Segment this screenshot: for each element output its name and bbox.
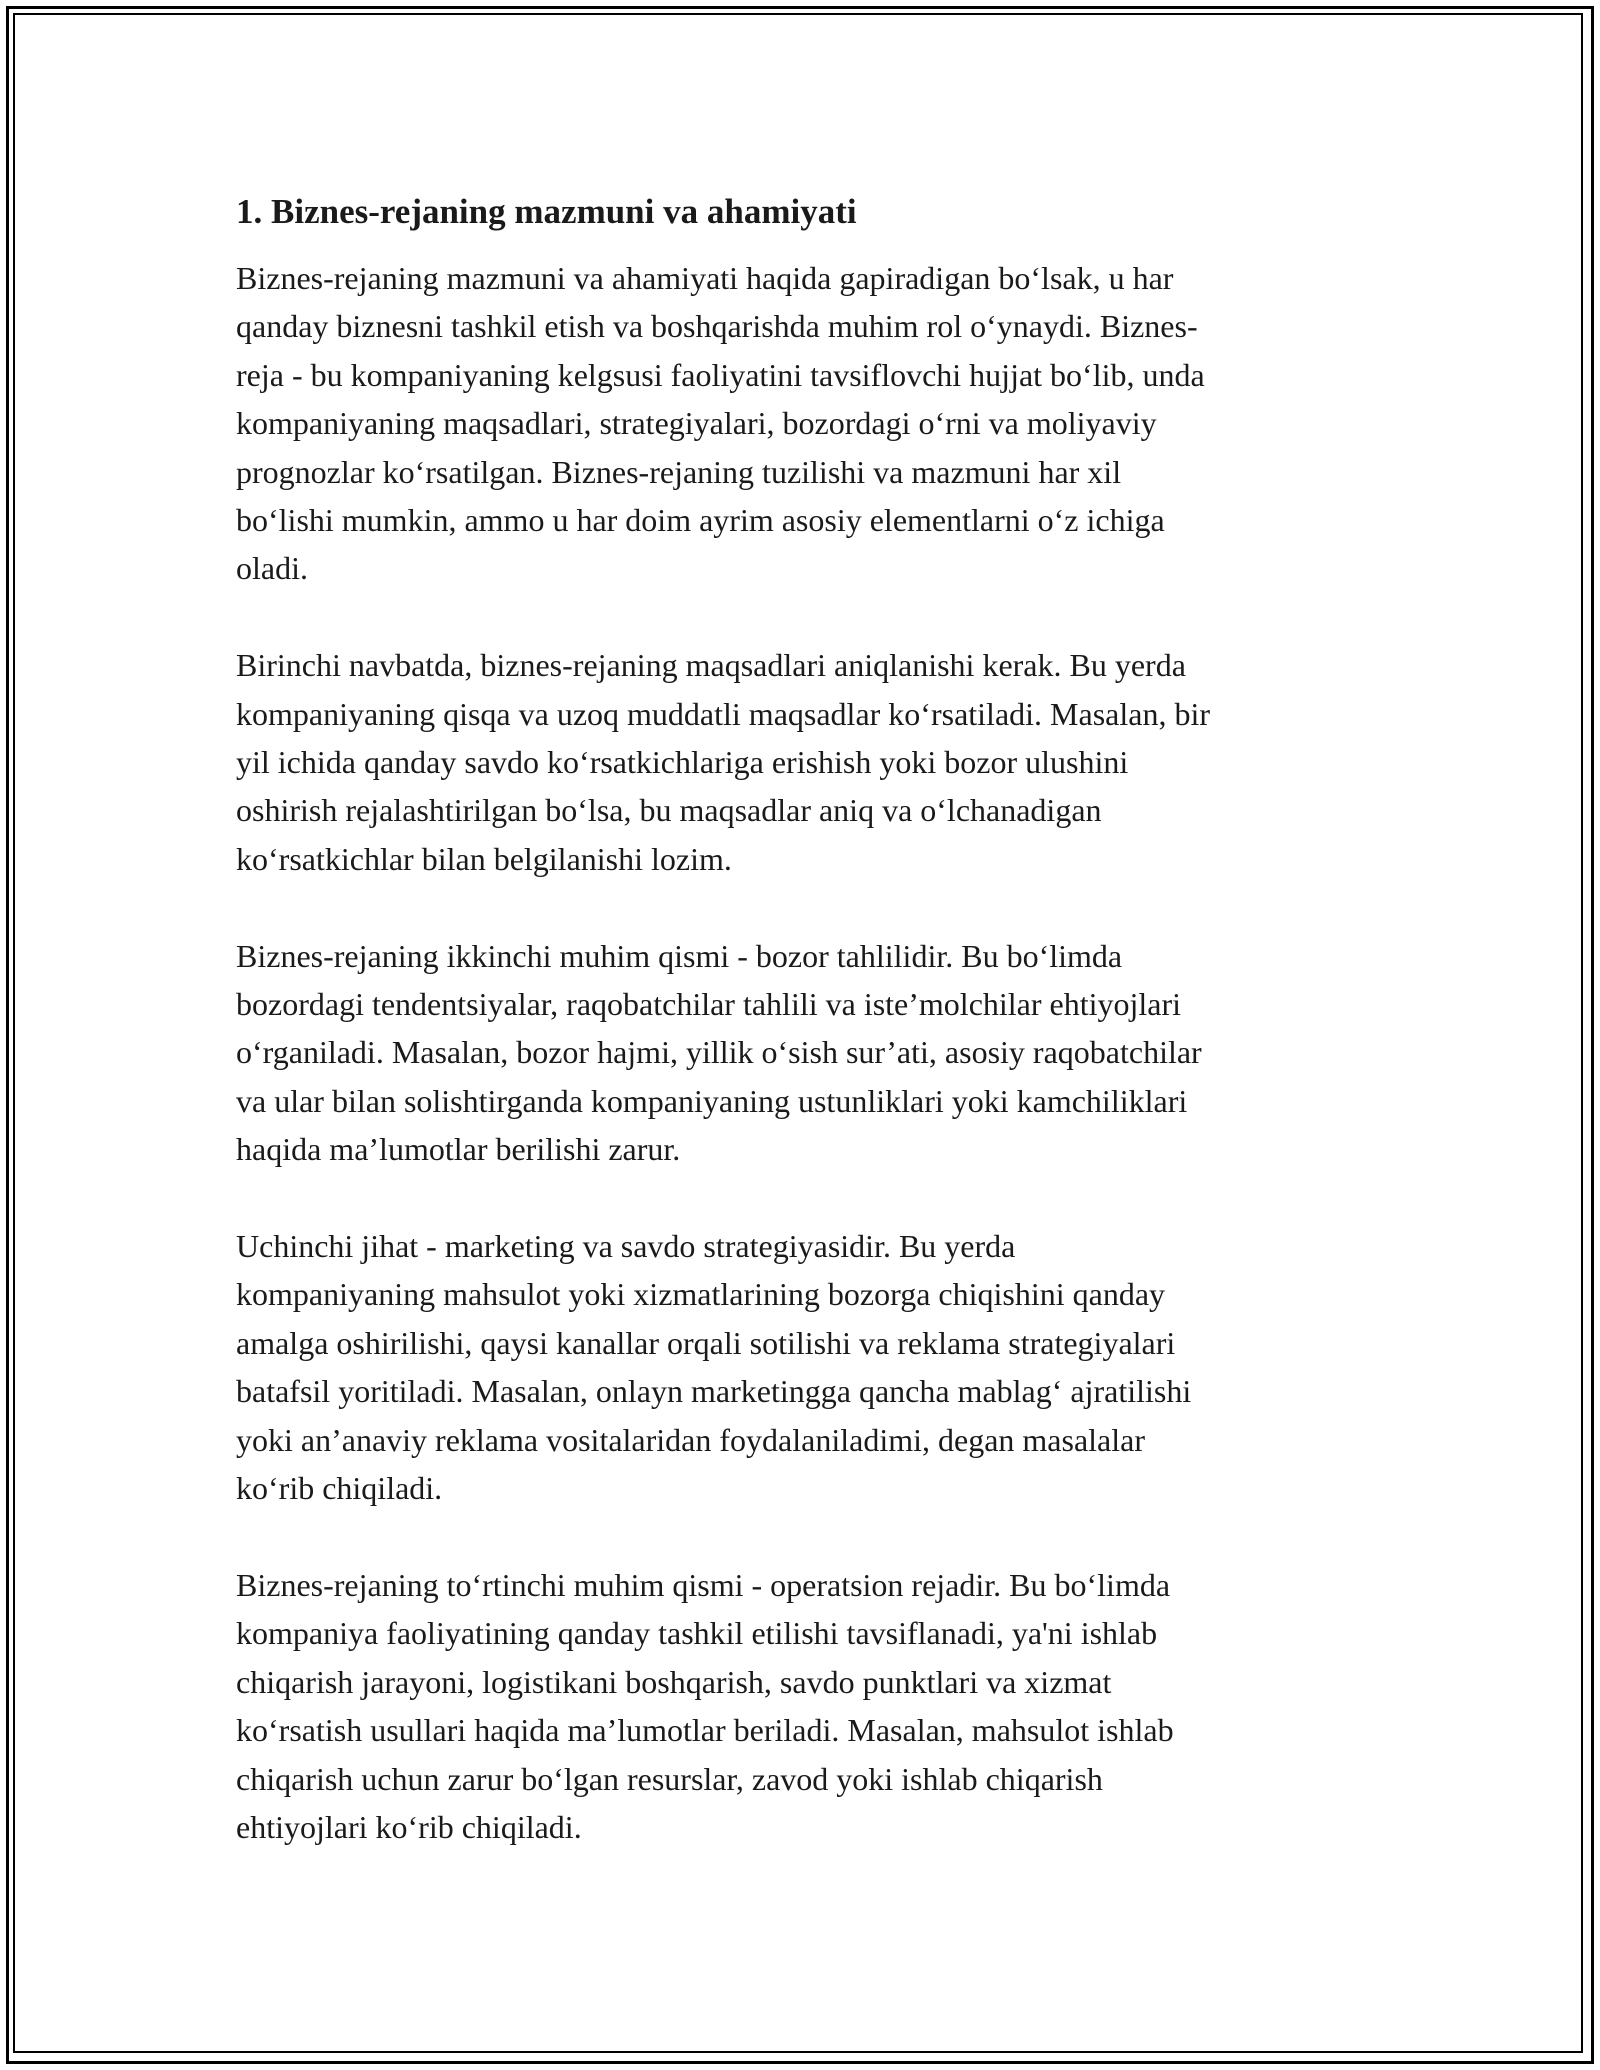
paragraph-line: haqida ma’lumotlar berilishi zarur. — [236, 1131, 681, 1168]
paragraph-3 — [236, 932, 1356, 1174]
paragraph-line: qanday biznesni tashkil etish va boshqarishda muhim rol o‘ynaydi. Biznes- — [236, 308, 1198, 345]
paragraph-line: yoki an’anaviy reklama vositalaridan foydalaniladimi, degan masalalar — [236, 1421, 1145, 1458]
paragraph-line: yil ichida qanday savdo ko‘rsatkichlariga erishish yoki bozor ulushini — [236, 744, 1129, 781]
paragraph-line: Birinchi navbatda, biznes-rejaning maqsadlari aniqlanishi kerak. Bu yerda — [236, 647, 1186, 684]
paragraph-line: oladi. — [236, 550, 308, 587]
paragraph-line: Biznes-rejaning mazmuni va ahamiyati haqida gapiradigan bo‘lsak, u har — [236, 260, 1174, 296]
paragraph-line: o‘rganiladi. Masalan, bozor hajmi, yillik o‘sish sur’ati, asosiy raqobatchilar — [236, 1034, 1202, 1071]
paragraph-line: ko‘rsatkichlar bilan belgilanishi lozim. — [236, 840, 732, 877]
paragraph-line: chiqarish uchun zarur bo‘lgan resurslar, zavod yoki ishlab chiqarish — [236, 1760, 1103, 1797]
section-heading: 1. Biznes-rejaning mazmuni va ahamiyati — [236, 192, 857, 231]
paragraph-line: Biznes-rejaning ikkinchi muhim qismi - bozor tahlilidir. Bu bo‘limda — [236, 937, 1123, 974]
paragraph-4 — [236, 1222, 1356, 1512]
paragraph-line: Uchinchi jihat - marketing va savdo strategiyasidir. Bu yerda — [236, 1228, 1016, 1265]
paragraph-line: kompaniyaning qisqa va uzoq muddatli maqsadlar ko‘rsatiladi. Masalan, bir — [236, 695, 1210, 732]
paragraph-line: oshirish rejalashtirilgan bo‘lsa, bu maqsadlar aniq va o‘lchanadigan — [236, 792, 1102, 829]
paragraph-line: amalga oshirilishi, qaysi kanallar orqali sotilishi va reklama strategiyalari — [236, 1324, 1176, 1361]
paragraph-2 — [236, 641, 1356, 883]
paragraph-line: chiqarish jarayoni, logistikani boshqarish, savdo punktlari va xizmat — [236, 1663, 1112, 1700]
paragraph-line: prognozlar ko‘rsatilgan. Biznes-rejaning tuzilishi va mazmuni har xil — [236, 453, 1122, 490]
paragraph-line: ko‘rsatish usullari haqida ma’lumotlar beriladi. Masalan, mahsulot ishlab — [236, 1712, 1174, 1749]
paragraph-line: va ular bilan solishtirganda kompaniyaning ustunliklari yoki kamchiliklari — [236, 1082, 1188, 1119]
paragraph-line: reja - bu kompaniyaning kelgsusi faoliyatini tavsiflovchi hujjat bo‘lib, unda — [236, 356, 1205, 393]
paragraph-1 — [236, 254, 1356, 593]
paragraph-line: bozordagi tendentsiyalar, raqobatchilar tahlili va iste’molchilar ehtiyojlari — [236, 986, 1182, 1023]
paragraph-line: bo‘lishi mumkin, ammo u har doim ayrim asosiy elementlarni o‘z ichiga — [236, 502, 1165, 539]
paragraph-line: batafsil yoritiladi. Masalan, onlayn marketingga qancha mablag‘ ajratilishi — [236, 1373, 1192, 1410]
paragraph-5 — [236, 1561, 1356, 1851]
document-body — [236, 188, 1356, 1900]
paragraph-line: ehtiyojlari ko‘rib chiqiladi. — [236, 1808, 582, 1845]
paragraph-line: kompaniyaning maqsadlari, strategiyalari, bozordagi o‘rni va moliyaviy — [236, 405, 1157, 442]
paragraph-line: ko‘rib chiqiladi. — [236, 1470, 443, 1507]
paragraph-line: kompaniyaning mahsulot yoki xizmatlarining bozorga chiqishini qanday — [236, 1276, 1166, 1313]
paragraph-line: Biznes-rejaning to‘rtinchi muhim qismi - operatsion rejadir. Bu bo‘limda — [236, 1566, 1171, 1603]
paragraph-line: kompaniya faoliyatining qanday tashkil etilishi tavsiflanadi, ya'ni ishlab — [236, 1615, 1158, 1652]
